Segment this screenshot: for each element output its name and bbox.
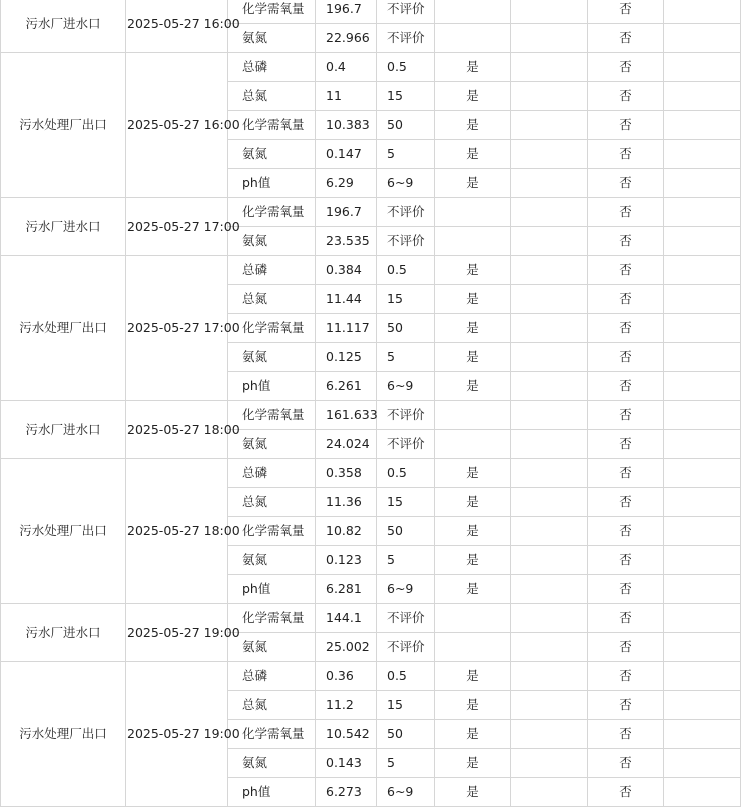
site-cell: 污水厂进水口 — [1, 0, 126, 53]
limit-cell: 不评价 — [377, 24, 435, 53]
value-cell: 10.542 — [316, 720, 377, 749]
item-cell: ph值 — [228, 575, 316, 604]
compliance-cell: 是 — [435, 256, 511, 285]
empty-cell — [511, 198, 588, 227]
time-cell: 2025-05-27 19:00 — [126, 604, 228, 662]
compliance-cell: 是 — [435, 662, 511, 691]
exceed-cell: 否 — [588, 488, 664, 517]
empty-cell — [664, 749, 741, 778]
empty-cell — [664, 82, 741, 111]
empty-cell — [664, 285, 741, 314]
value-cell: 6.281 — [316, 575, 377, 604]
value-cell: 144.1 — [316, 604, 377, 633]
empty-cell — [511, 53, 588, 82]
value-cell: 0.123 — [316, 546, 377, 575]
table-row — [1, 198, 741, 227]
empty-cell — [511, 227, 588, 256]
time-cell: 2025-05-27 17:00 — [126, 198, 228, 256]
compliance-cell — [435, 604, 511, 633]
exceed-cell: 否 — [588, 662, 664, 691]
exceed-cell: 否 — [588, 575, 664, 604]
empty-cell — [664, 314, 741, 343]
exceed-cell: 否 — [588, 778, 664, 807]
exceed-cell: 否 — [588, 430, 664, 459]
exceed-cell: 否 — [588, 633, 664, 662]
limit-cell: 0.5 — [377, 459, 435, 488]
empty-cell — [511, 82, 588, 111]
limit-cell: 6~9 — [377, 169, 435, 198]
exceed-cell: 否 — [588, 343, 664, 372]
empty-cell — [511, 575, 588, 604]
empty-cell — [511, 140, 588, 169]
compliance-cell — [435, 430, 511, 459]
exceed-cell: 否 — [588, 604, 664, 633]
empty-cell — [511, 24, 588, 53]
exceed-cell: 否 — [588, 227, 664, 256]
limit-cell: 5 — [377, 140, 435, 169]
item-cell: 化学需氧量 — [228, 720, 316, 749]
empty-cell — [511, 343, 588, 372]
item-cell: 总磷 — [228, 459, 316, 488]
empty-cell — [664, 343, 741, 372]
table-row — [1, 459, 741, 488]
empty-cell — [664, 517, 741, 546]
limit-cell: 0.5 — [377, 53, 435, 82]
exceed-cell: 否 — [588, 459, 664, 488]
limit-cell: 不评价 — [377, 227, 435, 256]
item-cell: 氨氮 — [228, 749, 316, 778]
exceed-cell: 否 — [588, 517, 664, 546]
site-cell: 污水处理厂出口 — [1, 256, 126, 401]
item-cell: 总磷 — [228, 662, 316, 691]
item-cell: ph值 — [228, 372, 316, 401]
limit-cell: 不评价 — [377, 604, 435, 633]
limit-cell: 不评价 — [377, 430, 435, 459]
exceed-cell: 否 — [588, 111, 664, 140]
time-cell: 2025-05-27 18:00 — [126, 401, 228, 459]
compliance-cell: 是 — [435, 575, 511, 604]
exceed-cell: 否 — [588, 720, 664, 749]
empty-cell — [511, 401, 588, 430]
empty-cell — [511, 778, 588, 807]
value-cell: 6.273 — [316, 778, 377, 807]
item-cell: 氨氮 — [228, 633, 316, 662]
item-cell: 总磷 — [228, 53, 316, 82]
empty-cell — [664, 372, 741, 401]
empty-cell — [511, 256, 588, 285]
value-cell: 6.29 — [316, 169, 377, 198]
exceed-cell: 否 — [588, 314, 664, 343]
empty-cell — [664, 633, 741, 662]
value-cell: 196.7 — [316, 0, 377, 24]
value-cell: 0.36 — [316, 662, 377, 691]
limit-cell: 50 — [377, 720, 435, 749]
empty-cell — [511, 314, 588, 343]
compliance-cell — [435, 227, 511, 256]
value-cell: 0.147 — [316, 140, 377, 169]
compliance-cell: 是 — [435, 720, 511, 749]
exceed-cell: 否 — [588, 691, 664, 720]
limit-cell: 不评价 — [377, 198, 435, 227]
empty-cell — [511, 604, 588, 633]
compliance-cell: 是 — [435, 140, 511, 169]
compliance-cell — [435, 633, 511, 662]
item-cell: ph值 — [228, 169, 316, 198]
item-cell: 氨氮 — [228, 24, 316, 53]
compliance-cell: 是 — [435, 546, 511, 575]
limit-cell: 6~9 — [377, 372, 435, 401]
empty-cell — [511, 517, 588, 546]
exceed-cell: 否 — [588, 256, 664, 285]
empty-cell — [664, 140, 741, 169]
limit-cell: 6~9 — [377, 575, 435, 604]
empty-cell — [511, 633, 588, 662]
empty-cell — [511, 169, 588, 198]
exceed-cell: 否 — [588, 401, 664, 430]
item-cell: 化学需氧量 — [228, 198, 316, 227]
item-cell: 化学需氧量 — [228, 111, 316, 140]
site-cell: 污水厂进水口 — [1, 604, 126, 662]
exceed-cell: 否 — [588, 53, 664, 82]
compliance-cell: 是 — [435, 517, 511, 546]
exceed-cell: 否 — [588, 198, 664, 227]
site-cell: 污水厂进水口 — [1, 198, 126, 256]
limit-cell: 15 — [377, 488, 435, 517]
item-cell: 化学需氧量 — [228, 314, 316, 343]
time-cell: 2025-05-27 18:00 — [126, 459, 228, 604]
limit-cell: 50 — [377, 517, 435, 546]
empty-cell — [664, 488, 741, 517]
table-row — [1, 53, 741, 82]
item-cell: 化学需氧量 — [228, 401, 316, 430]
compliance-cell: 是 — [435, 169, 511, 198]
value-cell: 25.002 — [316, 633, 377, 662]
empty-cell — [664, 778, 741, 807]
compliance-cell: 是 — [435, 459, 511, 488]
empty-cell — [664, 256, 741, 285]
empty-cell — [511, 111, 588, 140]
limit-cell: 不评价 — [377, 401, 435, 430]
limit-cell: 不评价 — [377, 0, 435, 24]
compliance-cell: 是 — [435, 53, 511, 82]
exceed-cell: 否 — [588, 749, 664, 778]
value-cell: 11.2 — [316, 691, 377, 720]
item-cell: ph值 — [228, 778, 316, 807]
exceed-cell: 否 — [588, 0, 664, 24]
item-cell: 氨氮 — [228, 343, 316, 372]
empty-cell — [511, 459, 588, 488]
empty-cell — [664, 691, 741, 720]
item-cell: 总氮 — [228, 691, 316, 720]
value-cell: 22.966 — [316, 24, 377, 53]
item-cell: 化学需氧量 — [228, 0, 316, 24]
empty-cell — [511, 720, 588, 749]
compliance-cell: 是 — [435, 488, 511, 517]
compliance-cell — [435, 24, 511, 53]
compliance-cell — [435, 0, 511, 24]
value-cell: 23.535 — [316, 227, 377, 256]
compliance-cell: 是 — [435, 691, 511, 720]
table-body — [1, 0, 741, 807]
value-cell: 11 — [316, 82, 377, 111]
empty-cell — [664, 662, 741, 691]
limit-cell: 15 — [377, 285, 435, 314]
empty-cell — [511, 749, 588, 778]
limit-cell: 5 — [377, 343, 435, 372]
value-cell: 11.36 — [316, 488, 377, 517]
limit-cell: 0.5 — [377, 256, 435, 285]
limit-cell: 6~9 — [377, 778, 435, 807]
empty-cell — [664, 227, 741, 256]
exceed-cell: 否 — [588, 140, 664, 169]
value-cell: 0.143 — [316, 749, 377, 778]
empty-cell — [664, 24, 741, 53]
empty-cell — [664, 198, 741, 227]
time-cell: 2025-05-27 17:00 — [126, 256, 228, 401]
value-cell: 0.4 — [316, 53, 377, 82]
exceed-cell: 否 — [588, 169, 664, 198]
item-cell: 总氮 — [228, 82, 316, 111]
time-cell: 2025-05-27 16:00 — [126, 53, 228, 198]
time-cell: 2025-05-27 16:00 — [126, 0, 228, 53]
empty-cell — [664, 401, 741, 430]
empty-cell — [664, 546, 741, 575]
value-cell: 11.44 — [316, 285, 377, 314]
value-cell: 0.384 — [316, 256, 377, 285]
site-cell: 污水处理厂出口 — [1, 662, 126, 807]
value-cell: 10.82 — [316, 517, 377, 546]
table-row — [1, 256, 741, 285]
table-row — [1, 604, 741, 633]
table-row — [1, 401, 741, 430]
compliance-cell: 是 — [435, 372, 511, 401]
limit-cell: 5 — [377, 546, 435, 575]
compliance-cell: 是 — [435, 111, 511, 140]
site-cell: 污水处理厂出口 — [1, 459, 126, 604]
compliance-cell — [435, 401, 511, 430]
item-cell: 总氮 — [228, 488, 316, 517]
time-cell: 2025-05-27 19:00 — [126, 662, 228, 807]
empty-cell — [664, 575, 741, 604]
item-cell: 总磷 — [228, 256, 316, 285]
value-cell: 24.024 — [316, 430, 377, 459]
exceed-cell: 否 — [588, 285, 664, 314]
empty-cell — [511, 0, 588, 24]
empty-cell — [511, 691, 588, 720]
site-cell: 污水厂进水口 — [1, 401, 126, 459]
item-cell: 氨氮 — [228, 430, 316, 459]
empty-cell — [664, 53, 741, 82]
value-cell: 196.7 — [316, 198, 377, 227]
site-cell: 污水处理厂出口 — [1, 53, 126, 198]
compliance-cell: 是 — [435, 82, 511, 111]
empty-cell — [511, 546, 588, 575]
compliance-cell: 是 — [435, 285, 511, 314]
limit-cell: 50 — [377, 111, 435, 140]
exceed-cell: 否 — [588, 546, 664, 575]
value-cell: 6.261 — [316, 372, 377, 401]
item-cell: 氨氮 — [228, 227, 316, 256]
value-cell: 0.358 — [316, 459, 377, 488]
compliance-cell: 是 — [435, 749, 511, 778]
empty-cell — [664, 111, 741, 140]
limit-cell: 15 — [377, 82, 435, 111]
limit-cell: 不评价 — [377, 633, 435, 662]
compliance-cell: 是 — [435, 778, 511, 807]
empty-cell — [664, 459, 741, 488]
empty-cell — [511, 430, 588, 459]
empty-cell — [511, 372, 588, 401]
value-cell: 161.633 — [316, 401, 377, 430]
empty-cell — [664, 720, 741, 749]
compliance-cell: 是 — [435, 343, 511, 372]
limit-cell: 15 — [377, 691, 435, 720]
value-cell: 10.383 — [316, 111, 377, 140]
empty-cell — [511, 488, 588, 517]
empty-cell — [511, 285, 588, 314]
value-cell: 11.117 — [316, 314, 377, 343]
table-row — [1, 662, 741, 691]
limit-cell: 0.5 — [377, 662, 435, 691]
limit-cell: 5 — [377, 749, 435, 778]
item-cell: 氨氮 — [228, 546, 316, 575]
compliance-cell — [435, 198, 511, 227]
item-cell: 总氮 — [228, 285, 316, 314]
exceed-cell: 否 — [588, 372, 664, 401]
compliance-cell: 是 — [435, 314, 511, 343]
exceed-cell: 否 — [588, 82, 664, 111]
empty-cell — [664, 430, 741, 459]
table-row — [1, 0, 741, 24]
item-cell: 氨氮 — [228, 140, 316, 169]
item-cell: 化学需氧量 — [228, 517, 316, 546]
empty-cell — [664, 0, 741, 24]
empty-cell — [664, 604, 741, 633]
value-cell: 0.125 — [316, 343, 377, 372]
exceed-cell: 否 — [588, 24, 664, 53]
item-cell: 化学需氧量 — [228, 604, 316, 633]
limit-cell: 50 — [377, 314, 435, 343]
empty-cell — [511, 662, 588, 691]
empty-cell — [664, 169, 741, 198]
